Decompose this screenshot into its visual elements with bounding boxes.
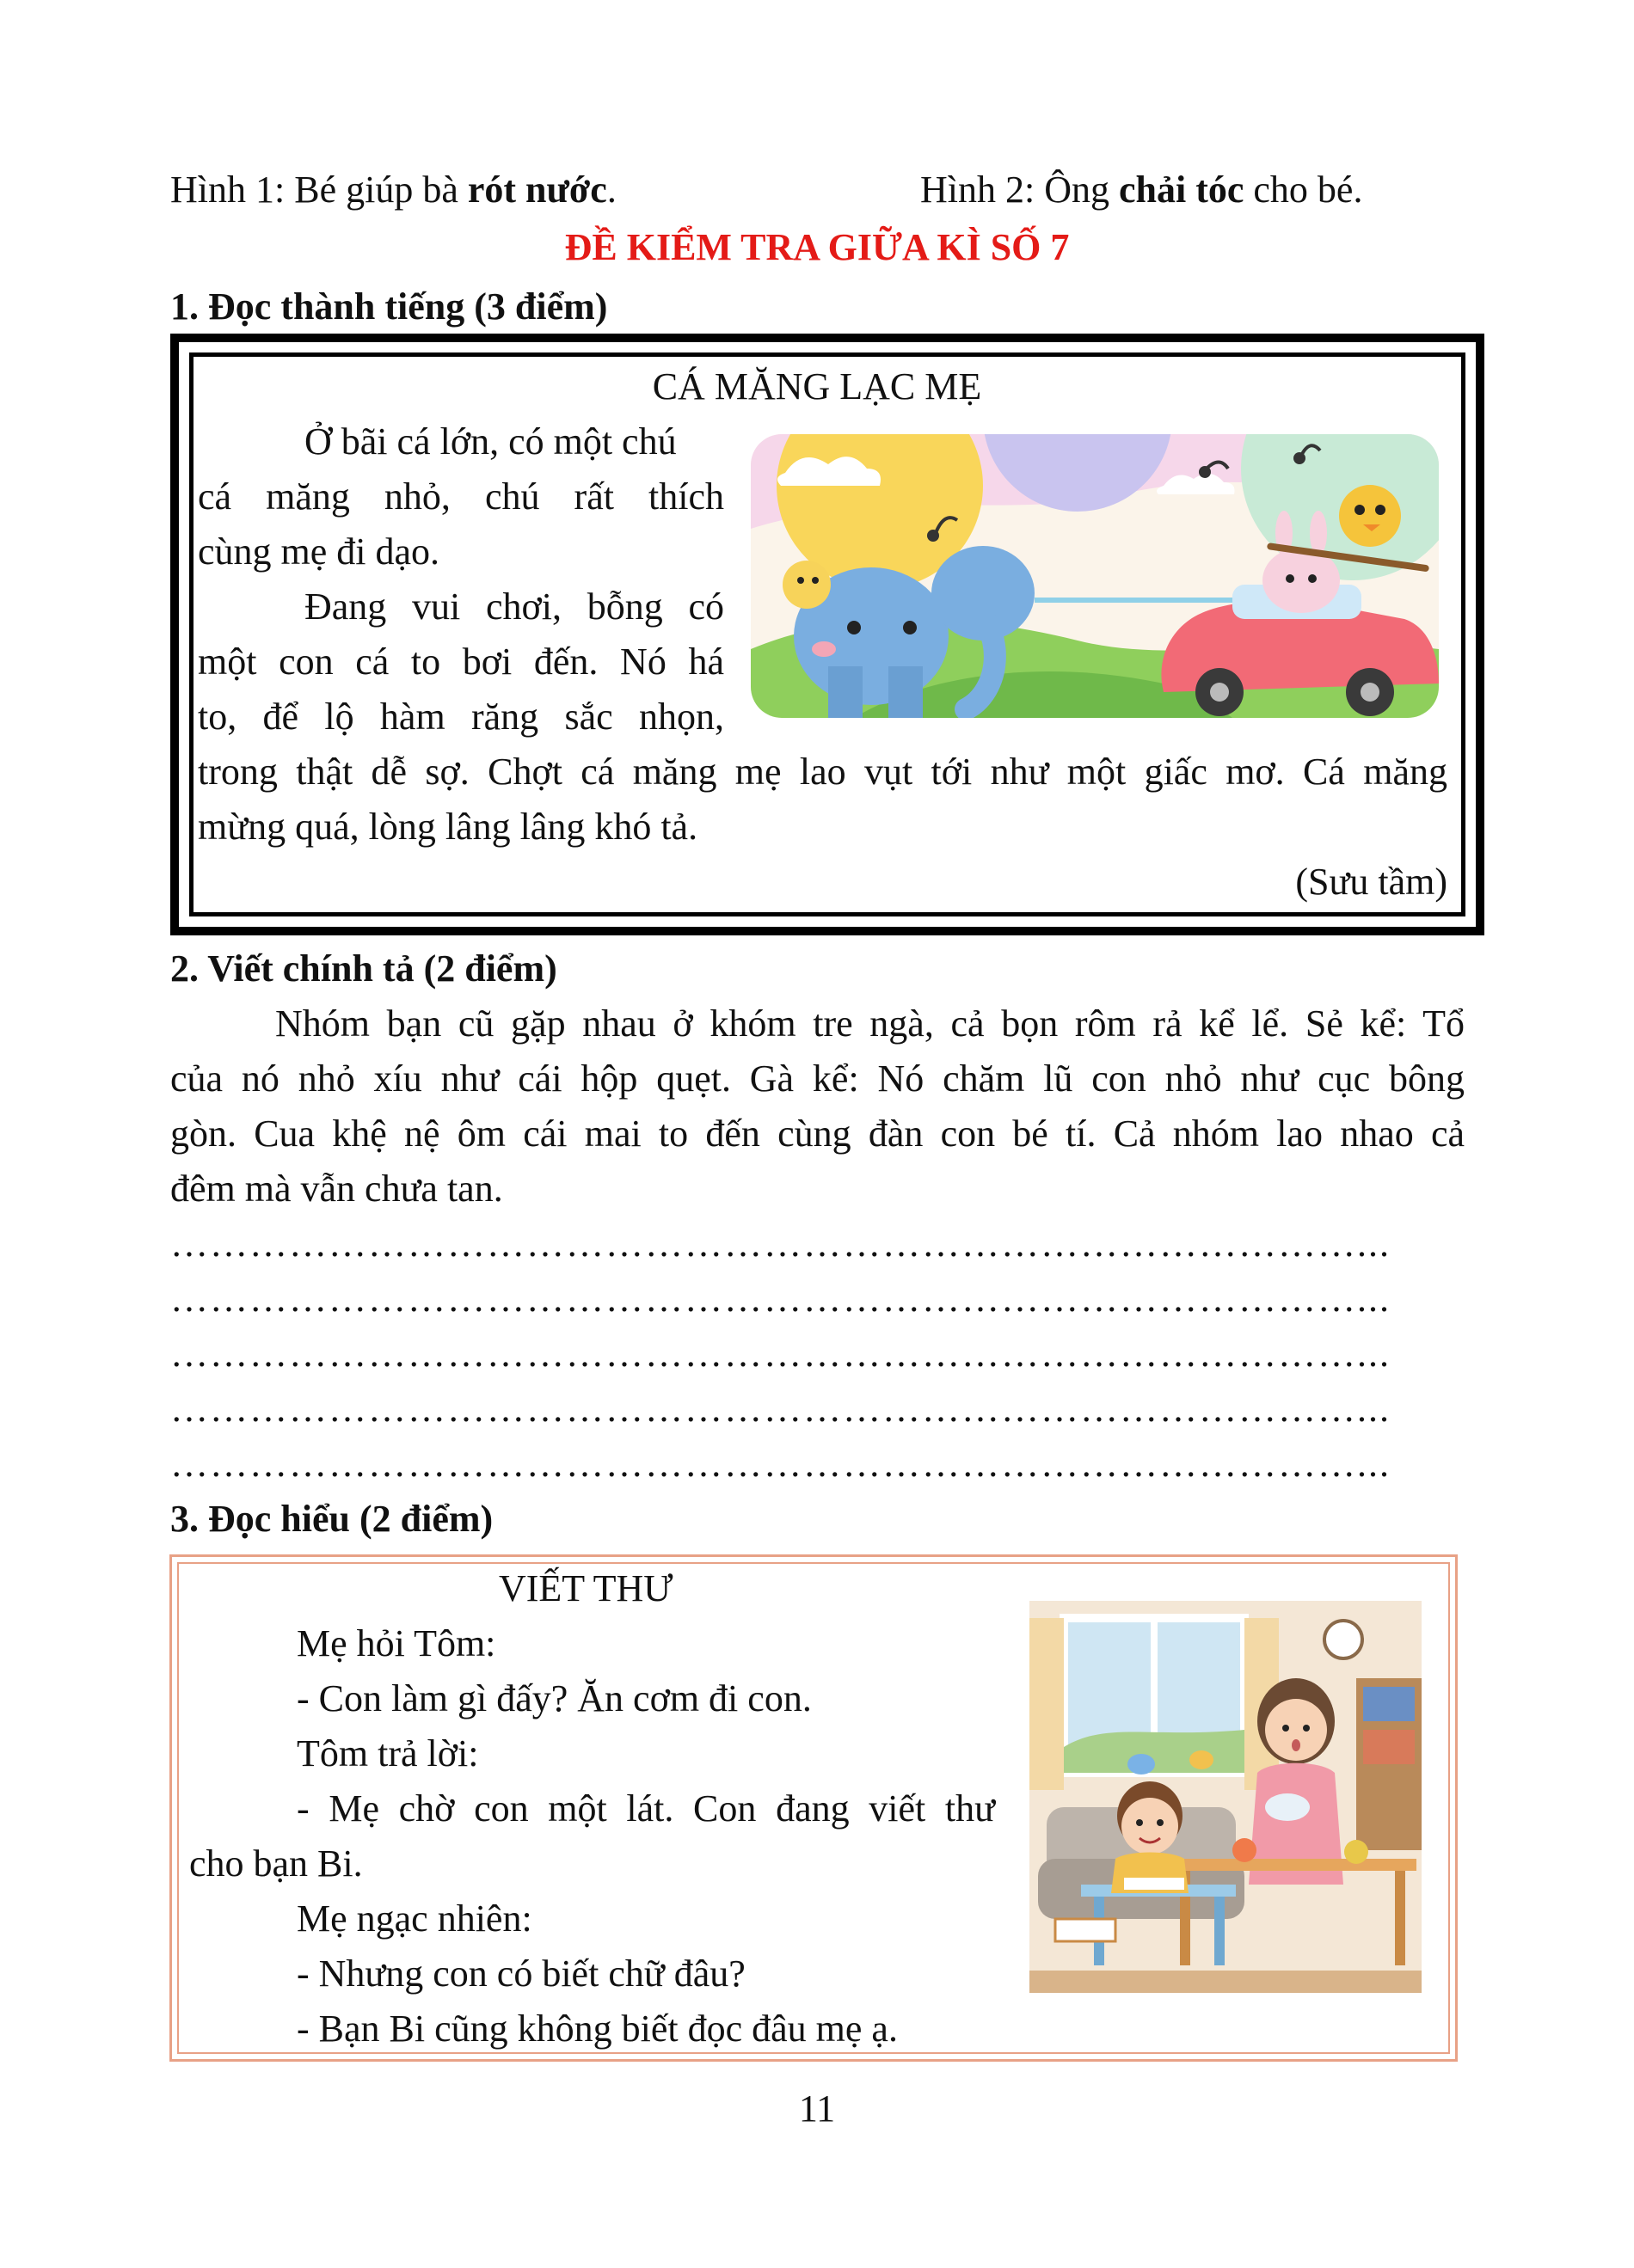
caption-bold: rót nước <box>467 169 607 211</box>
dotted-writing-line: ………………………………………………………………………………... <box>170 1333 1391 1375</box>
comprehension-line: Tôm trả lời: <box>297 1732 479 1775</box>
illustration-elephant-car <box>751 434 1439 718</box>
passage-line: cá măng nhỏ, chú rất thích <box>198 475 724 518</box>
source-note: (Sưu tầm) <box>1295 861 1447 903</box>
caption-hinh-2 <box>920 168 1362 211</box>
page-number: 11 <box>798 2087 836 2130</box>
illustration-mother-boy-image <box>1029 1601 1422 1993</box>
caption-text: Hình 1: Bé giúp bà <box>170 169 468 211</box>
story-title-viet-thu: VIẾT THƯ <box>499 1567 673 1609</box>
passage-line: Ở bãi cá lớn, có một chú <box>304 420 677 463</box>
comprehension-line: cho bạn Bi. <box>189 1842 363 1885</box>
caption-text: cho bé. <box>1244 169 1363 211</box>
caption-bold: chải tóc <box>1119 169 1244 211</box>
section-2-heading: 2. Viết chính tả (2 điểm) <box>170 947 557 990</box>
passage-line: cùng mẹ đi dạo. <box>198 530 440 573</box>
caption-hinh-1 <box>170 168 617 211</box>
illustration-elephant-car-image <box>751 434 1439 718</box>
passage-line: mừng quá, lòng lâng lâng khó tả. <box>198 806 698 848</box>
passage-line: Đang vui chơi, bỗng có <box>304 585 724 628</box>
dotted-writing-line: ………………………………………………………………………………... <box>170 1443 1391 1485</box>
passage-line: trong thật dễ sợ. Chợt cá măng mẹ lao vụt tới như một giấc mơ. Cá măng <box>198 751 1447 793</box>
comprehension-line: - Con làm gì đấy? Ăn cơm đi con. <box>297 1677 812 1719</box>
comprehension-line: - Nhưng con có biết chữ đâu? <box>297 1952 746 1995</box>
dotted-writing-line: ………………………………………………………………………………... <box>170 1223 1391 1265</box>
passage-line: một con cá to bơi đến. Nó há <box>198 641 724 683</box>
story-title-ca-mang: CÁ MĂNG LẠC MẸ <box>652 365 982 408</box>
illustration-mother-boy-writing <box>1029 1601 1422 1993</box>
comprehension-line: Mẹ ngạc nhiên: <box>297 1897 532 1940</box>
comprehension-line: Mẹ hỏi Tôm: <box>297 1622 496 1664</box>
dotted-writing-line: ………………………………………………………………………………... <box>170 1388 1391 1430</box>
exam-title: ĐỀ KIỂM TRA GIỮA KÌ SỐ 7 <box>564 226 1070 268</box>
section-3-heading: 3. Đọc hiểu (2 điểm) <box>170 1498 494 1540</box>
comprehension-line: - Bạn Bi cũng không biết đọc đâu mẹ ạ. <box>297 2007 898 2050</box>
passage-line: to, để lộ hàm răng sắc nhọn, <box>198 696 724 738</box>
dictation-line: gòn. Cua khệ nệ ôm cái mai to đến cùng đàn con bé tí. Cả nhóm lao nhao cả <box>170 1113 1465 1155</box>
dotted-writing-line: ………………………………………………………………………………... <box>170 1278 1391 1320</box>
caption-text: . <box>606 169 617 211</box>
caption-text: Hình 2: Ông <box>920 169 1119 211</box>
dictation-line: Nhóm bạn cũ gặp nhau ở khóm tre ngà, cả bọn rôm rả kể lể. Sẻ kể: Tổ <box>275 1002 1465 1045</box>
dictation-line: của nó nhỏ xíu như cái hộp quẹt. Gà kể: Nó chăm lũ con nhỏ như cục bông <box>170 1057 1465 1100</box>
section-1-heading: 1. Đọc thành tiếng (3 điểm) <box>170 285 608 328</box>
comprehension-line: - Mẹ chờ con một lát. Con đang viết thư <box>297 1787 995 1830</box>
dictation-line: đêm mà vẫn chưa tan. <box>170 1168 503 1210</box>
